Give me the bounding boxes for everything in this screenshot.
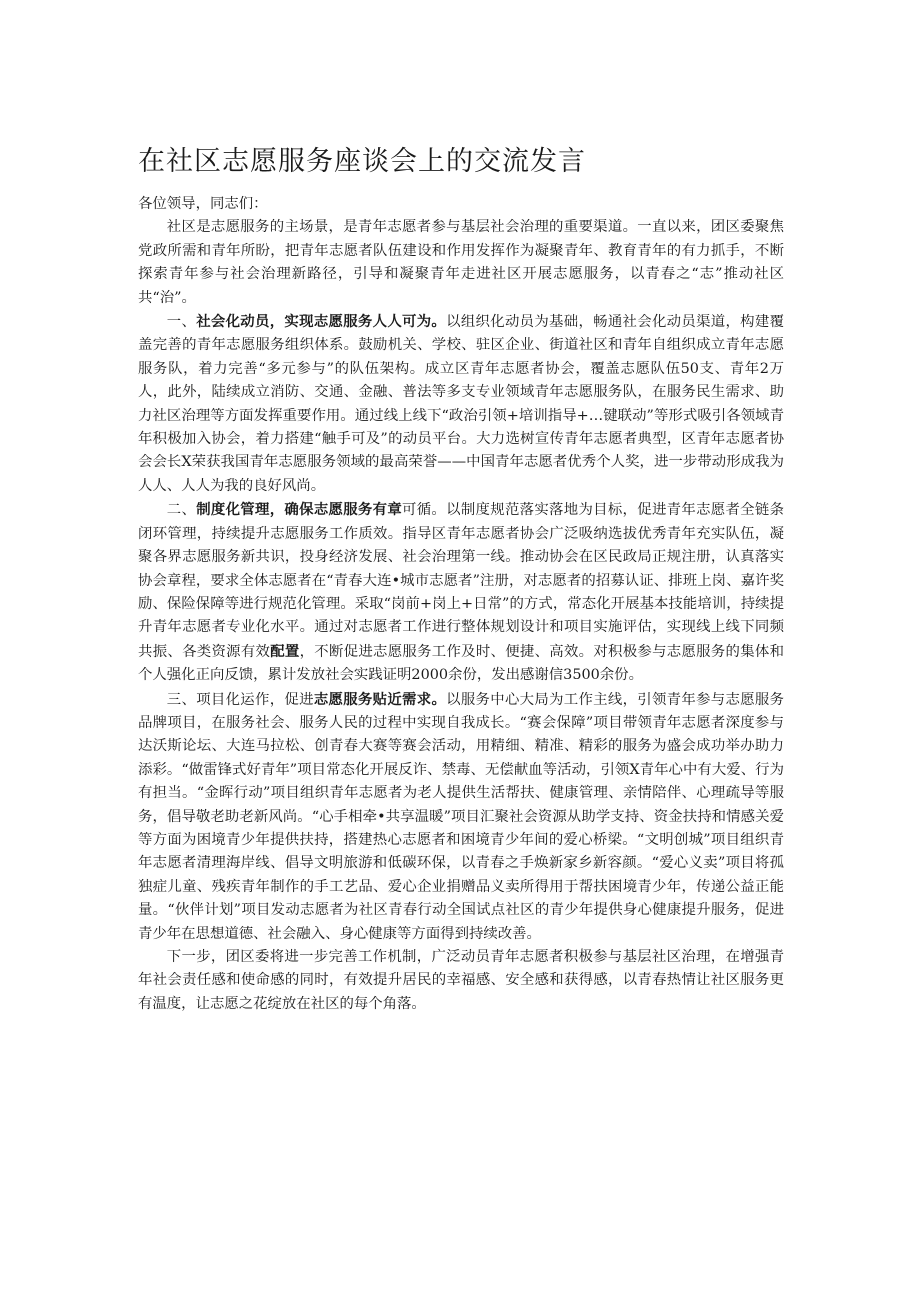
section-number: 一、 (166, 314, 197, 331)
paragraph-conclusion (138, 946, 784, 1016)
paragraph-text: 以服务中心大局为工作主线，引领青年参与志愿服务品牌项目，在服务社会、服务人民的过程中实现自我成长。“赛会保障”项目带领青年志愿者深度参与达沃斯论坛、大连马拉松、创青春大赛等赛会活动，用精细、精准、精彩的服务为盛会成功举办助力添彩。“做雷锋式好青年”项目常态化开展反诈、禁毒、无偿献血等活动，引领X青年心中有大爱、行为有担当。“金晖行动”项目组织青年志愿者为老人提供生活帮扶、健康管理、亲情陪伴、心理疏导等服务，倡导敬老助老新风尚。“心手相牵•共享温暖”项目汇聚社会资源从助学支持、资金扶持和情感关爱等方面为困境青少年提供扶持，搭建热心志愿者和困境青少年间的爱心桥梁。“文明创城”项目组织青年志愿者清理海岸线、倡导文明旅游和低碳环保，以青春之手焕新家乡新容颜。“爱心义卖”项目将孤独症儿童、残疾青年制作的手工艺品、爱心企业捐赠品义卖所得用于帮扶困境青少年，传递公益正能量。“伙伴计划”项目发动志愿者为社区青春行动全国试点社区的青少年提供身心健康提升服务，促进青少年在思想道德、社会融入、身心健康等方面得到持续改善。 (138, 691, 784, 942)
document-title: 在社区志愿服务座谈会上的交流发言 (138, 146, 586, 177)
section-number: 三、项目化运作，促进 (166, 691, 314, 708)
section-heading: 志愿服务贴近需求。 (313, 690, 447, 708)
paragraph-section-2 (138, 498, 784, 687)
section-number: 二、 (166, 502, 197, 519)
salutation: 各位领导，同志们： (138, 196, 268, 212)
paragraph-text-tail: ，不断促进志愿服务工作及时、便捷、高效。对积极参与志愿服务的集体和个人强化正向反馈，累计发放社会实践证明2000余份，发出感谢信3500余份。 (138, 643, 784, 684)
section-heading: 制度化管理，确保志愿服务有章 (196, 501, 403, 519)
section-heading: 社会化动员，实现志愿服务人人可为。 (196, 313, 447, 331)
paragraph-section-1 (138, 310, 784, 498)
paragraph-section-3 (138, 688, 784, 946)
paragraph-intro (138, 216, 784, 310)
document-page (138, 0, 784, 1016)
paragraph-text: 可循。以制度规范落实落地为目标，促进青年志愿者全链条闭环管理，持续提升志愿服务工作质效。指导区青年志愿者协会广泛吸纳选拔优秀青年充实队伍，凝聚各界志愿服务新共识，投身经济发展、社会治理第一线。推动协会在区民政局正规注册，认真落实协会章程，要求全体志愿者在“青春大连•城市志愿者”注册，对志愿者的招募认证、排班上岗、嘉许奖励、保险保障等进行规范化管理。采取“岗前+岗上+日常”的方式，常态化开展基本技能培训，持续提升青年志愿者专业化水平。通过对志愿者工作进行整体规划设计和项目实施评估，实现线上线下同频共振、各类资源有效 (138, 502, 784, 660)
paragraph-text: 社区是志愿服务的主场景，是青年志愿者参与基层社会治理的重要渠道。一直以来，团区委聚焦党政所需和青年所盼，把青年志愿者队伍建设和作用发挥作为凝聚青年、教育青年的有力抓手，不断探索青年参与社会治理新路径，引导和凝聚青年走进社区开展志愿服务，以青春之“志”推动社区共“治”。 (138, 219, 784, 306)
inline-bold-term: 配置 (270, 642, 300, 660)
paragraph-text: 以组织化动员为基础，畅通社会化动员渠道，构建覆盖完善的青年志愿服务组织体系。鼓励机关、学校、驻区企业、街道社区和青年自组织成立青年志愿服务队，着力完善“多元参与”的队伍架构。成立区青年志愿者协会，覆盖志愿队伍50支、青年2万人，此外，陆续成立消防、交通、金融、普法等多支专业领域青年志愿服务队，在服务民生需求、助力社区治理等方面发挥重要作用。通过线上线下“政治引领+培训指导+…键联动”等形式吸引各领域青年积极加入协会，着力搭建“触手可及”的动员平台。大力选树宣传青年志愿者典型，区青年志愿者协会会长X荣获我国青年志愿服务领域的最高荣誉——中国青年志愿者优秀个人奖，进一步带动形成我为人人、人人为我的良好风尚。 (138, 314, 784, 494)
paragraph-text: 下一步，团区委将进一步完善工作机制，广泛动员青年志愿者积极参与基层社区治理，在增强青年社会责任感和使命感的同时，有效提升居民的幸福感、安全感和获得感，以青春热情让社区服务更有温度，让志愿之花绽放在社区的每个角落。 (138, 949, 784, 1012)
